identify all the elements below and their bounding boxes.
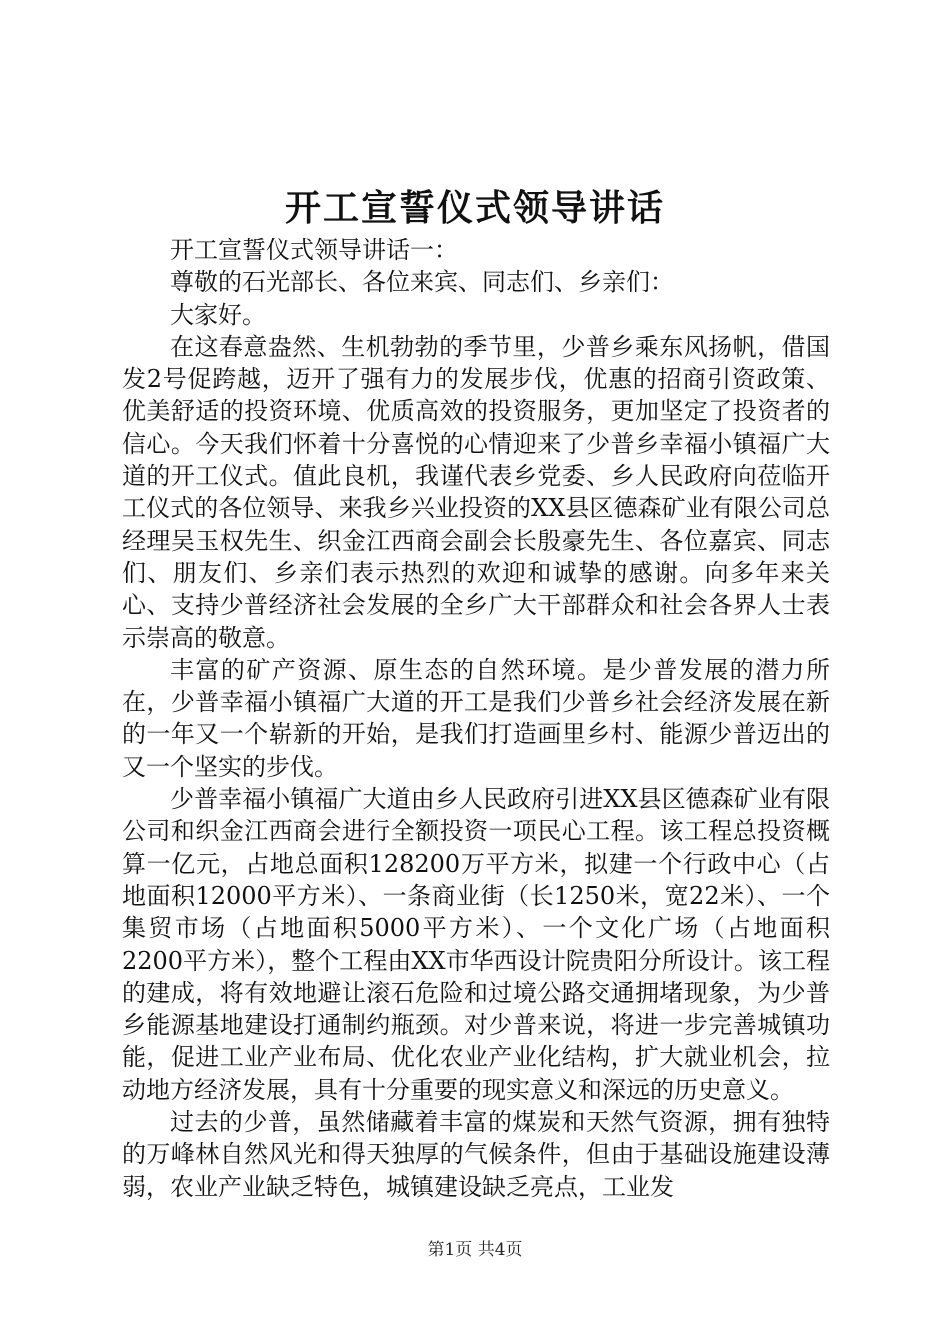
- greeting: 大家好。: [170, 300, 266, 329]
- document-body: [122, 234, 830, 1203]
- body-paragraph: 在这春意盎然、生机勃勃的季节里，少普乡乘东风扬帆，借国发2号促跨越，迈开了强有力的发展步伐，优惠的招商引资政策、优美舒适的投资环境、优质高效的投资服务，更加坚定了投资者的信心。今天我们怀着十分喜悦的心情迎来了少普乡幸福小镇福广大道的开工仪式。值此良机，我谨代表乡党委、乡人民政府向莅临开工仪式的各位领导、来我乡兴业投资的XX县区德森矿业有限公司总经理吴玉权先生、织金江西商会副会长殷豪先生、各位嘉宾、同志们、朋友们、乡亲们表示热烈的欢迎和诚挚的感谢。向多年来关心、支持少普经济社会发展的全乡广大干部群众和社会各界人士表示崇高的敬意。: [122, 332, 830, 652]
- document-title: 开工宣誓仪式领导讲话: [284, 187, 665, 229]
- body-paragraph: 丰富的矿产资源、原生态的自然环境。是少普发展的潜力所在，少普幸福小镇福广大道的开工是我们少普乡社会经济发展在新的一年又一个崭新的开始，是我们打造画里乡村、能源少普迈出的又一个坚实的步伐。: [122, 655, 830, 781]
- body-paragraph: 过去的少普，虽然储藏着丰富的煤炭和天然气资源，拥有独特的万峰林自然风光和得天独厚的气候条件，但由于基础设施建设薄弱，农业产业缺乏特色，城镇建设缺乏亮点，工业发: [122, 1108, 830, 1201]
- salutation: 尊敬的石光部长、各位来宾、同志们、乡亲们：: [170, 268, 674, 297]
- opening-line: 开工宣誓仪式领导讲话一：: [170, 236, 458, 264]
- page-number: 第1页 共4页: [427, 1240, 523, 1260]
- body-paragraph: 少普幸福小镇福广大道由乡人民政府引进XX县区德森矿业有限公司和织金江西商会进行全额投资一项民心工程。该工程总投资概算一亿元，占地总面积128200万平方米，拟建一个行政中心（占地面积12000平方米）、一条商业街（长1250米，宽22米）、一个集贸市场（占地面积5000平方米）、一个文化广场（占地面积2200平方米），整个工程由XX市华西设计院贵阳分所设计。该工程的建成，将有效地避让滚石危险和过境公路交通拥堵现象，为少普乡能源基地建设打通制约瓶颈。对少普来说，将进一步完善城镇功能，促进工业产业布局、优化农业产业化结构，扩大就业机会，拉动地方经济发展，具有十分重要的现实意义和深远的历史意义。: [122, 785, 830, 1104]
